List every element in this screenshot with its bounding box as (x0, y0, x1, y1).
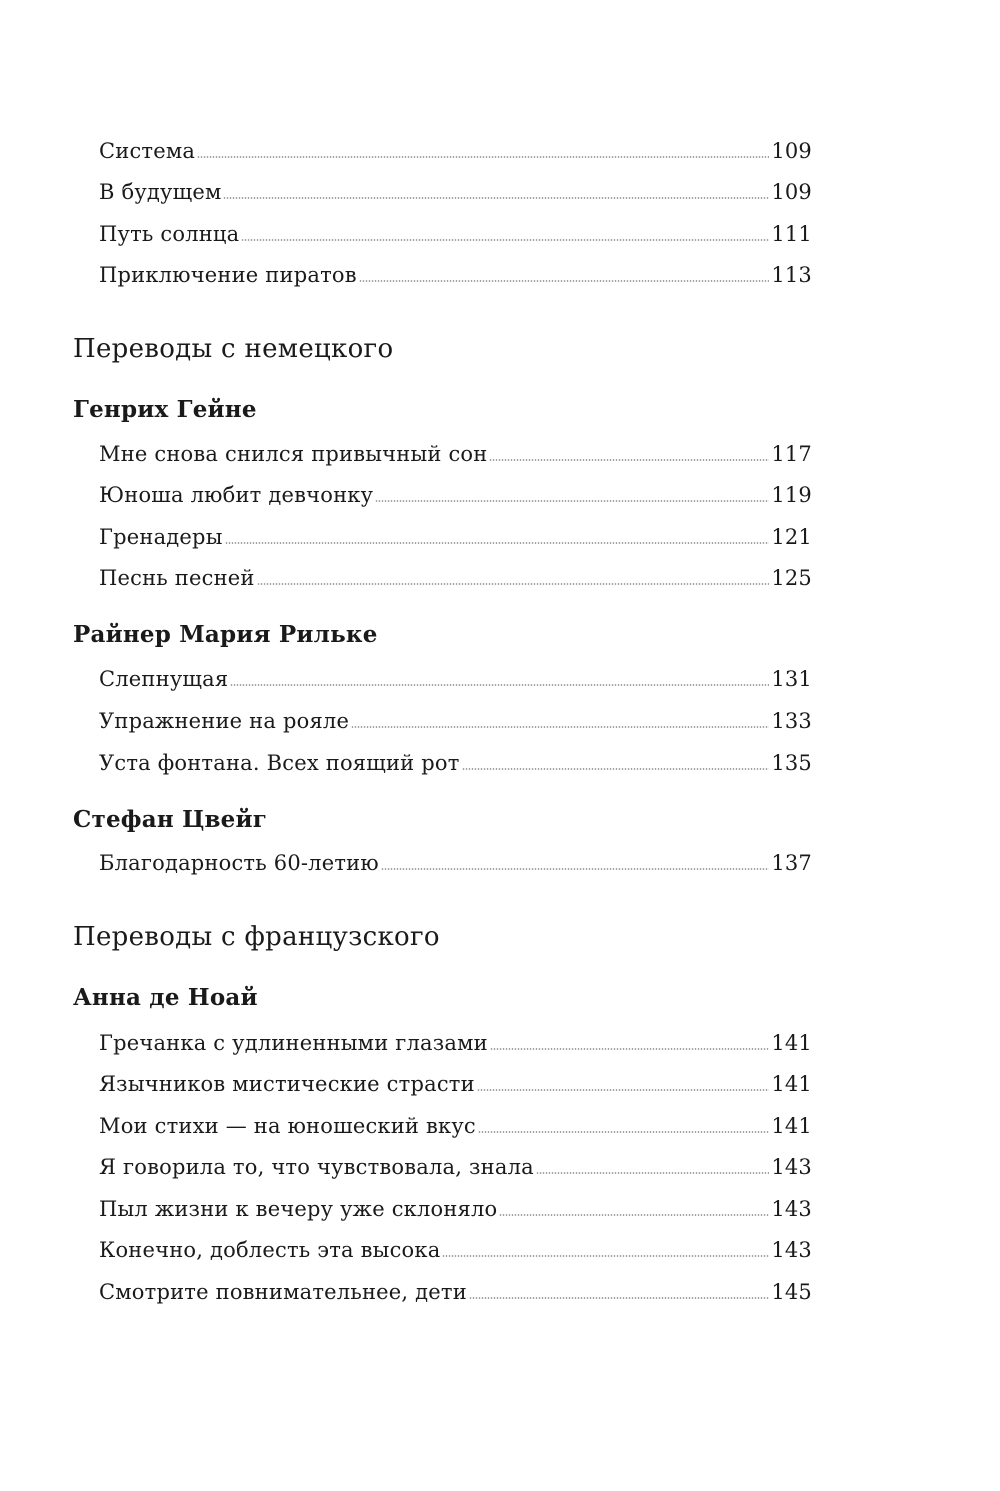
dot-leader (225, 542, 770, 544)
toc-entry-page: 109 (771, 180, 812, 204)
toc-entry-title: Упражнение на рояле (99, 709, 350, 733)
toc-entry-title: Система (99, 139, 196, 163)
toc-entry-title: Слепнущая (99, 667, 229, 691)
dot-leader (375, 500, 769, 502)
toc-entry-page: 109 (771, 139, 812, 163)
dot-leader (478, 1131, 769, 1133)
toc-entry[interactable] (99, 437, 812, 467)
toc-entry[interactable] (99, 1067, 812, 1097)
toc-entry-page: 119 (771, 483, 812, 507)
toc-entry-title: Мои стихи — на юношеский вкус (99, 1114, 476, 1138)
author-heading-heine: Генрих Гейне (73, 396, 257, 423)
toc-entry[interactable] (99, 1026, 812, 1056)
toc-entry-page: 143 (771, 1197, 812, 1221)
toc-entry-title: Песнь песней (99, 566, 255, 590)
toc-entry-title: Приключение пиратов (99, 263, 357, 287)
toc-entry-page: 117 (771, 442, 812, 466)
toc-entry[interactable] (99, 1192, 812, 1222)
dot-leader (351, 726, 769, 728)
toc-entry-page: 131 (771, 667, 812, 691)
toc-entry-page: 143 (771, 1155, 812, 1179)
section-heading-french: Переводы с французского (73, 922, 440, 952)
toc-entry[interactable] (99, 217, 812, 247)
toc-entry[interactable] (99, 134, 812, 164)
author-heading-noailles: Анна де Ноай (73, 984, 258, 1011)
dot-leader (197, 156, 769, 158)
toc-entry-page: 113 (771, 263, 812, 287)
dot-leader (469, 1297, 769, 1299)
toc-entry[interactable] (99, 746, 812, 776)
toc-entry[interactable] (99, 846, 812, 876)
dot-leader (257, 583, 770, 585)
toc-entry[interactable] (99, 1109, 812, 1139)
toc-entry[interactable] (99, 1233, 812, 1263)
toc-entry[interactable] (99, 258, 812, 288)
toc-entry-page: 141 (771, 1031, 812, 1055)
toc-entry-page: 143 (771, 1238, 812, 1262)
toc-entry[interactable] (99, 662, 812, 692)
toc-entry-title: Юноша любит девчонку (99, 483, 374, 507)
toc-entry-title: Конечно, доблесть эта высока (99, 1238, 441, 1262)
dot-leader (241, 239, 769, 241)
dot-leader (230, 684, 769, 686)
dot-leader (462, 768, 770, 770)
dot-leader (223, 197, 769, 199)
dot-leader (381, 868, 769, 870)
toc-entry[interactable] (99, 704, 812, 734)
toc-entry-page: 145 (771, 1280, 812, 1304)
toc-entry-title: В будущем (99, 180, 222, 204)
toc-entry-title: Гречанка с удлиненными глазами (99, 1031, 488, 1055)
toc-entry-page: 135 (771, 751, 812, 775)
dot-leader (536, 1172, 769, 1174)
toc-entry-title: Смотрите повнимательнее, дети (99, 1280, 467, 1304)
toc-entry[interactable] (99, 561, 812, 591)
dot-leader (359, 280, 770, 282)
toc-entry[interactable] (99, 1275, 812, 1305)
dot-leader (489, 459, 769, 461)
toc-entry[interactable] (99, 520, 812, 550)
toc-entry-title: Пыл жизни к вечеру уже склоняло (99, 1197, 498, 1221)
toc-entry-title: Путь солнца (99, 222, 240, 246)
dot-leader (490, 1048, 769, 1050)
section-heading-german: Переводы с немецкого (73, 334, 394, 364)
toc-entry-page: 137 (771, 851, 812, 875)
toc-entry-page: 141 (771, 1114, 812, 1138)
toc-entry[interactable] (99, 175, 812, 205)
toc-entry-page: 111 (771, 222, 812, 246)
toc-entry-page: 141 (771, 1072, 812, 1096)
author-heading-zweig: Стефан Цвейг (73, 806, 268, 833)
toc-entry-page: 133 (771, 709, 812, 733)
toc-entry-page: 125 (771, 566, 812, 590)
toc-entry-title: Гренадеры (99, 525, 223, 549)
toc-entry[interactable] (99, 478, 812, 508)
author-heading-rilke: Райнер Мария Рильке (73, 621, 378, 648)
dot-leader (499, 1214, 769, 1216)
toc-entry-title: Уста фонтана. Всех поящий рот (99, 751, 460, 775)
toc-entry-page: 121 (771, 525, 812, 549)
toc-entry-title: Язычников мистические страсти (99, 1072, 475, 1096)
toc-entry-title: Благодарность 60-летию (99, 851, 379, 875)
dot-leader (442, 1255, 769, 1257)
toc-entry[interactable] (99, 1150, 812, 1180)
toc-entry-title: Мне снова снился привычный сон (99, 442, 488, 466)
toc-entry-title: Я говорила то, что чувствовала, знала (99, 1155, 534, 1179)
dot-leader (477, 1089, 770, 1091)
